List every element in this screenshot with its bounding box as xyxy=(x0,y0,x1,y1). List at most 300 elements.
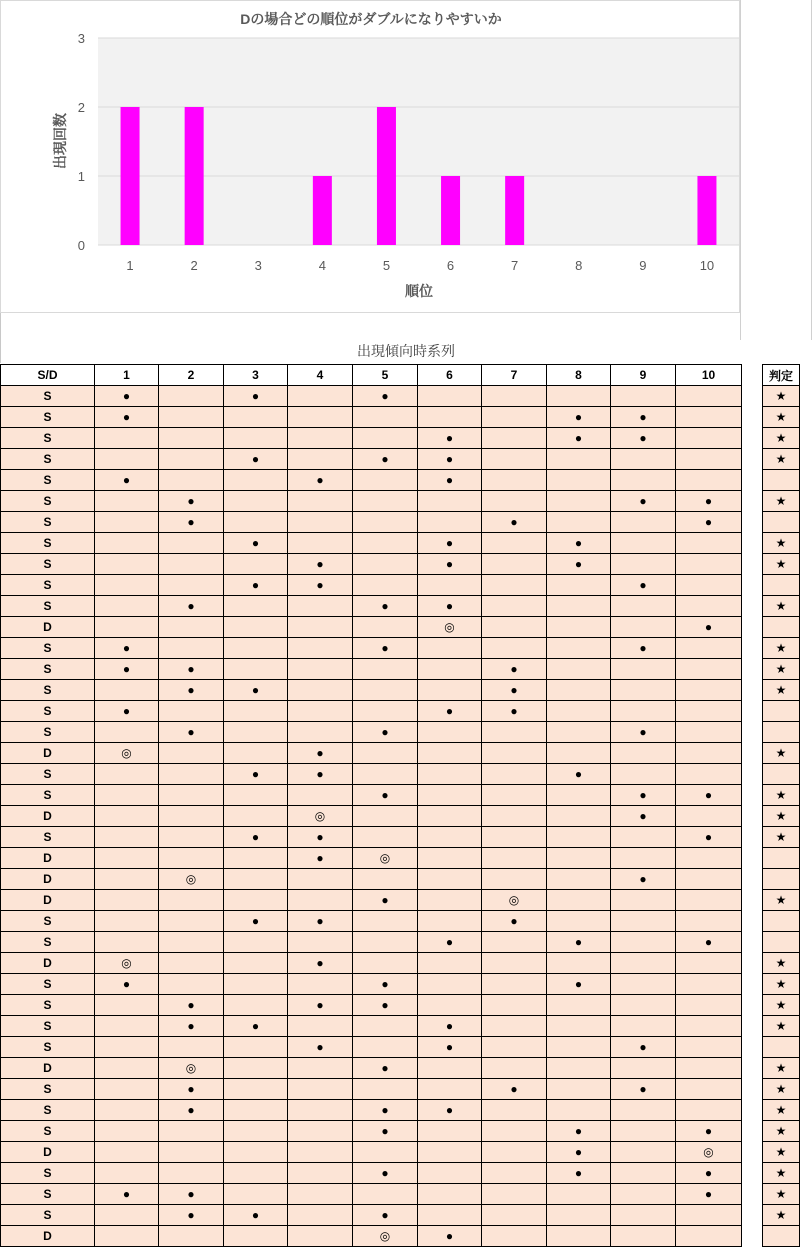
judge-row xyxy=(763,701,800,722)
empty-cell xyxy=(418,407,482,428)
empty-cell xyxy=(611,764,676,785)
double-mark: ◎ xyxy=(95,953,159,974)
dot-mark: ● xyxy=(547,1142,611,1163)
star-mark: ★ xyxy=(763,1058,800,1079)
sd-cell: S xyxy=(1,701,95,722)
empty-cell xyxy=(353,1184,418,1205)
dot-mark: ● xyxy=(288,848,353,869)
table-row xyxy=(1,1100,742,1121)
empty-cell xyxy=(418,1058,482,1079)
empty-cell xyxy=(482,1100,547,1121)
empty-cell xyxy=(547,638,611,659)
empty-cell xyxy=(159,575,224,596)
sd-cell: S xyxy=(1,1079,95,1100)
dot-mark: ● xyxy=(611,638,676,659)
double-mark: ◎ xyxy=(418,617,482,638)
empty-cell xyxy=(224,953,288,974)
sd-cell: S xyxy=(1,533,95,554)
empty-cell xyxy=(224,848,288,869)
empty-cell xyxy=(95,1142,159,1163)
empty-cell xyxy=(159,785,224,806)
sd-cell: S xyxy=(1,407,95,428)
empty-cell xyxy=(676,974,742,995)
empty-cell xyxy=(288,1058,353,1079)
empty-judge xyxy=(763,1037,800,1058)
empty-cell xyxy=(159,617,224,638)
double-mark: ◎ xyxy=(95,743,159,764)
judge-row xyxy=(763,1016,800,1037)
double-mark: ◎ xyxy=(482,890,547,911)
empty-cell xyxy=(224,1142,288,1163)
empty-cell xyxy=(288,1163,353,1184)
judge-row xyxy=(763,869,800,890)
dot-mark: ● xyxy=(95,659,159,680)
sd-cell: S xyxy=(1,449,95,470)
empty-cell xyxy=(95,1163,159,1184)
empty-cell xyxy=(547,386,611,407)
judge-row xyxy=(763,1142,800,1163)
empty-cell xyxy=(288,449,353,470)
empty-cell xyxy=(353,1079,418,1100)
judge-row xyxy=(763,827,800,848)
empty-cell xyxy=(676,659,742,680)
table-row xyxy=(1,827,742,848)
empty-cell xyxy=(95,680,159,701)
dot-mark: ● xyxy=(418,1100,482,1121)
dot-mark: ● xyxy=(224,764,288,785)
empty-cell xyxy=(353,806,418,827)
empty-cell xyxy=(288,407,353,428)
empty-cell xyxy=(547,848,611,869)
dot-mark: ● xyxy=(418,428,482,449)
sd-cell: D xyxy=(1,890,95,911)
empty-cell xyxy=(159,806,224,827)
empty-cell xyxy=(353,743,418,764)
sd-cell: D xyxy=(1,743,95,764)
sd-cell: D xyxy=(1,617,95,638)
x-tick-label: 9 xyxy=(639,258,647,273)
table-row xyxy=(1,932,742,953)
dot-mark: ● xyxy=(676,617,742,638)
dot-mark: ● xyxy=(288,911,353,932)
dot-mark: ● xyxy=(224,680,288,701)
column-header: 9 xyxy=(611,365,676,386)
dot-mark: ● xyxy=(611,407,676,428)
table-row xyxy=(1,449,742,470)
judge-row xyxy=(763,1100,800,1121)
table-row xyxy=(1,407,742,428)
sd-cell: S xyxy=(1,1037,95,1058)
empty-cell xyxy=(159,1142,224,1163)
dot-mark: ● xyxy=(353,1205,418,1226)
dot-mark: ● xyxy=(224,575,288,596)
empty-cell xyxy=(676,890,742,911)
judge-row xyxy=(763,1205,800,1226)
empty-cell xyxy=(224,1121,288,1142)
dot-mark: ● xyxy=(159,596,224,617)
dot-mark: ● xyxy=(547,764,611,785)
dot-mark: ● xyxy=(288,764,353,785)
dot-mark: ● xyxy=(288,575,353,596)
empty-cell xyxy=(676,953,742,974)
x-tick-label: 5 xyxy=(382,258,391,273)
dot-mark: ● xyxy=(611,491,676,512)
empty-cell xyxy=(288,1079,353,1100)
empty-cell xyxy=(482,386,547,407)
star-mark: ★ xyxy=(763,428,800,449)
sd-cell: S xyxy=(1,512,95,533)
dot-mark: ● xyxy=(159,1184,224,1205)
empty-cell xyxy=(159,1121,224,1142)
judge-row xyxy=(763,617,800,638)
empty-cell xyxy=(676,575,742,596)
x-tick-label: 1 xyxy=(126,258,134,273)
empty-cell xyxy=(418,764,482,785)
x-tick-label: 10 xyxy=(699,258,715,273)
empty-judge xyxy=(763,512,800,533)
dot-mark: ● xyxy=(547,1163,611,1184)
empty-cell xyxy=(159,701,224,722)
empty-cell xyxy=(611,701,676,722)
judge-row xyxy=(763,554,800,575)
empty-cell xyxy=(224,701,288,722)
table-row xyxy=(1,596,742,617)
empty-cell xyxy=(159,428,224,449)
empty-cell xyxy=(547,701,611,722)
star-mark: ★ xyxy=(763,974,800,995)
empty-cell xyxy=(159,449,224,470)
sd-cell: S xyxy=(1,764,95,785)
sd-cell: S xyxy=(1,974,95,995)
empty-cell xyxy=(547,911,611,932)
bar xyxy=(185,107,204,245)
dot-mark: ● xyxy=(676,1184,742,1205)
empty-cell xyxy=(676,1100,742,1121)
empty-cell xyxy=(418,491,482,512)
dot-mark: ● xyxy=(353,638,418,659)
double-mark: ◎ xyxy=(159,869,224,890)
empty-cell xyxy=(676,743,742,764)
empty-cell xyxy=(418,890,482,911)
empty-cell xyxy=(547,1226,611,1247)
sd-cell: S xyxy=(1,1016,95,1037)
empty-cell xyxy=(482,491,547,512)
table-row xyxy=(1,680,742,701)
empty-cell xyxy=(676,449,742,470)
empty-cell xyxy=(547,743,611,764)
empty-cell xyxy=(159,764,224,785)
dot-mark: ● xyxy=(95,470,159,491)
sd-cell: D xyxy=(1,953,95,974)
empty-cell xyxy=(353,470,418,491)
dot-mark: ● xyxy=(159,1016,224,1037)
empty-cell xyxy=(418,386,482,407)
sd-cell: S xyxy=(1,428,95,449)
table-row xyxy=(1,701,742,722)
sd-cell: S xyxy=(1,470,95,491)
empty-cell xyxy=(353,1142,418,1163)
dot-mark: ● xyxy=(95,407,159,428)
empty-cell xyxy=(224,995,288,1016)
x-axis-label: 順位 xyxy=(405,283,433,299)
empty-cell xyxy=(353,827,418,848)
empty-cell xyxy=(224,1226,288,1247)
y-tick-label: 1 xyxy=(77,169,85,184)
empty-cell xyxy=(676,533,742,554)
column-header: 1 xyxy=(95,365,159,386)
star-mark: ★ xyxy=(763,533,800,554)
empty-cell xyxy=(353,1016,418,1037)
dot-mark: ● xyxy=(611,1037,676,1058)
empty-cell xyxy=(611,848,676,869)
table-row xyxy=(1,995,742,1016)
empty-cell xyxy=(95,1226,159,1247)
empty-cell xyxy=(611,554,676,575)
empty-cell xyxy=(547,1100,611,1121)
empty-cell xyxy=(611,1163,676,1184)
empty-cell xyxy=(224,491,288,512)
empty-cell xyxy=(611,470,676,491)
empty-cell xyxy=(224,785,288,806)
column-header: 2 xyxy=(159,365,224,386)
empty-cell xyxy=(353,512,418,533)
judge-row xyxy=(763,1184,800,1205)
bar xyxy=(313,176,332,245)
column-header: 4 xyxy=(288,365,353,386)
star-mark: ★ xyxy=(763,1100,800,1121)
judge-row xyxy=(763,659,800,680)
dot-mark: ● xyxy=(418,701,482,722)
table-row xyxy=(1,722,742,743)
empty-cell xyxy=(418,785,482,806)
empty-cell xyxy=(611,1016,676,1037)
empty-cell xyxy=(482,785,547,806)
empty-judge xyxy=(763,848,800,869)
empty-cell xyxy=(482,1226,547,1247)
dot-mark: ● xyxy=(676,932,742,953)
table-row xyxy=(1,428,742,449)
empty-cell xyxy=(159,827,224,848)
empty-cell xyxy=(95,1121,159,1142)
empty-cell xyxy=(159,1226,224,1247)
empty-cell xyxy=(482,554,547,575)
dot-mark: ● xyxy=(418,1037,482,1058)
empty-cell xyxy=(482,974,547,995)
empty-cell xyxy=(418,1079,482,1100)
empty-cell xyxy=(676,1079,742,1100)
empty-cell xyxy=(611,827,676,848)
empty-cell xyxy=(482,827,547,848)
empty-cell xyxy=(676,407,742,428)
dot-mark: ● xyxy=(611,869,676,890)
empty-cell xyxy=(676,554,742,575)
empty-cell xyxy=(676,701,742,722)
empty-cell xyxy=(95,1058,159,1079)
empty-cell xyxy=(95,512,159,533)
table-row xyxy=(1,470,742,491)
table-row xyxy=(1,638,742,659)
dot-mark: ● xyxy=(353,386,418,407)
empty-cell xyxy=(288,596,353,617)
dot-mark: ● xyxy=(224,827,288,848)
x-tick-label: 3 xyxy=(254,258,262,273)
empty-cell xyxy=(224,869,288,890)
judge-row xyxy=(763,806,800,827)
dot-mark: ● xyxy=(676,827,742,848)
sd-cell: S xyxy=(1,575,95,596)
judge-row xyxy=(763,680,800,701)
dot-mark: ● xyxy=(418,533,482,554)
empty-cell xyxy=(418,827,482,848)
empty-cell xyxy=(224,1079,288,1100)
table-row xyxy=(1,764,742,785)
sd-cell: S xyxy=(1,659,95,680)
empty-cell xyxy=(482,1163,547,1184)
judge-header: 判定 xyxy=(763,365,800,386)
empty-cell xyxy=(482,638,547,659)
empty-cell xyxy=(611,533,676,554)
dot-mark: ● xyxy=(353,995,418,1016)
empty-cell xyxy=(547,1184,611,1205)
dot-mark: ● xyxy=(224,386,288,407)
star-mark: ★ xyxy=(763,743,800,764)
double-mark: ◎ xyxy=(353,848,418,869)
judge-row xyxy=(763,785,800,806)
dot-mark: ● xyxy=(547,533,611,554)
empty-cell xyxy=(288,932,353,953)
judge-row xyxy=(763,533,800,554)
empty-cell xyxy=(418,743,482,764)
trend-table xyxy=(0,364,742,1247)
empty-cell xyxy=(482,428,547,449)
empty-cell xyxy=(482,1142,547,1163)
empty-cell xyxy=(676,1058,742,1079)
judge-header-row xyxy=(763,365,800,386)
empty-cell xyxy=(95,1016,159,1037)
empty-cell xyxy=(611,1100,676,1121)
empty-cell xyxy=(224,1100,288,1121)
star-mark: ★ xyxy=(763,554,800,575)
empty-cell xyxy=(288,491,353,512)
table-row xyxy=(1,617,742,638)
empty-cell xyxy=(611,911,676,932)
empty-cell xyxy=(353,953,418,974)
star-mark: ★ xyxy=(763,1121,800,1142)
judge-row xyxy=(763,1037,800,1058)
table-row xyxy=(1,554,742,575)
empty-cell xyxy=(482,722,547,743)
star-mark: ★ xyxy=(763,407,800,428)
dot-mark: ● xyxy=(482,911,547,932)
dot-mark: ● xyxy=(547,932,611,953)
sd-cell: D xyxy=(1,1142,95,1163)
dot-mark: ● xyxy=(611,785,676,806)
dot-mark: ● xyxy=(159,722,224,743)
sd-cell: D xyxy=(1,806,95,827)
sd-cell: S xyxy=(1,554,95,575)
y-tick-label: 3 xyxy=(77,31,85,46)
empty-cell xyxy=(547,512,611,533)
empty-cell xyxy=(482,848,547,869)
empty-cell xyxy=(482,470,547,491)
empty-cell xyxy=(547,680,611,701)
empty-cell xyxy=(547,659,611,680)
empty-cell xyxy=(288,533,353,554)
empty-cell xyxy=(547,995,611,1016)
empty-cell xyxy=(159,1037,224,1058)
dot-mark: ● xyxy=(676,491,742,512)
empty-cell xyxy=(288,638,353,659)
dot-mark: ● xyxy=(159,1100,224,1121)
empty-cell xyxy=(95,869,159,890)
empty-cell xyxy=(353,932,418,953)
empty-cell xyxy=(611,974,676,995)
table-row xyxy=(1,1184,742,1205)
empty-cell xyxy=(95,806,159,827)
empty-judge xyxy=(763,1226,800,1247)
empty-cell xyxy=(611,1121,676,1142)
judge-row xyxy=(763,596,800,617)
x-tick-label: 2 xyxy=(190,258,198,273)
judge-row xyxy=(763,1079,800,1100)
empty-cell xyxy=(95,911,159,932)
dot-mark: ● xyxy=(418,1226,482,1247)
table-row xyxy=(1,1142,742,1163)
empty-cell xyxy=(353,1037,418,1058)
dot-mark: ● xyxy=(418,554,482,575)
empty-cell xyxy=(676,911,742,932)
empty-judge xyxy=(763,764,800,785)
table-row xyxy=(1,386,742,407)
empty-cell xyxy=(159,638,224,659)
empty-cell xyxy=(676,1205,742,1226)
sd-cell: S xyxy=(1,386,95,407)
star-mark: ★ xyxy=(763,953,800,974)
table-row xyxy=(1,785,742,806)
empty-cell xyxy=(224,638,288,659)
dot-mark: ● xyxy=(547,974,611,995)
empty-cell xyxy=(676,1226,742,1247)
empty-cell xyxy=(611,659,676,680)
star-mark: ★ xyxy=(763,785,800,806)
empty-cell xyxy=(288,1205,353,1226)
dot-mark: ● xyxy=(676,512,742,533)
star-mark: ★ xyxy=(763,659,800,680)
bar xyxy=(697,176,716,245)
dot-mark: ● xyxy=(482,701,547,722)
empty-cell xyxy=(95,827,159,848)
dot-mark: ● xyxy=(95,638,159,659)
empty-cell xyxy=(159,386,224,407)
empty-cell xyxy=(482,1016,547,1037)
empty-cell xyxy=(288,512,353,533)
judge-row xyxy=(763,449,800,470)
double-mark: ◎ xyxy=(353,1226,418,1247)
empty-cell xyxy=(353,554,418,575)
empty-cell xyxy=(95,575,159,596)
judge-table xyxy=(762,364,800,1247)
empty-cell xyxy=(288,1226,353,1247)
empty-cell xyxy=(224,722,288,743)
column-header: 5 xyxy=(353,365,418,386)
empty-cell xyxy=(159,743,224,764)
table-row xyxy=(1,848,742,869)
dot-mark: ● xyxy=(159,512,224,533)
table-row xyxy=(1,512,742,533)
dot-mark: ● xyxy=(418,449,482,470)
sd-cell: S xyxy=(1,911,95,932)
dot-mark: ● xyxy=(288,743,353,764)
